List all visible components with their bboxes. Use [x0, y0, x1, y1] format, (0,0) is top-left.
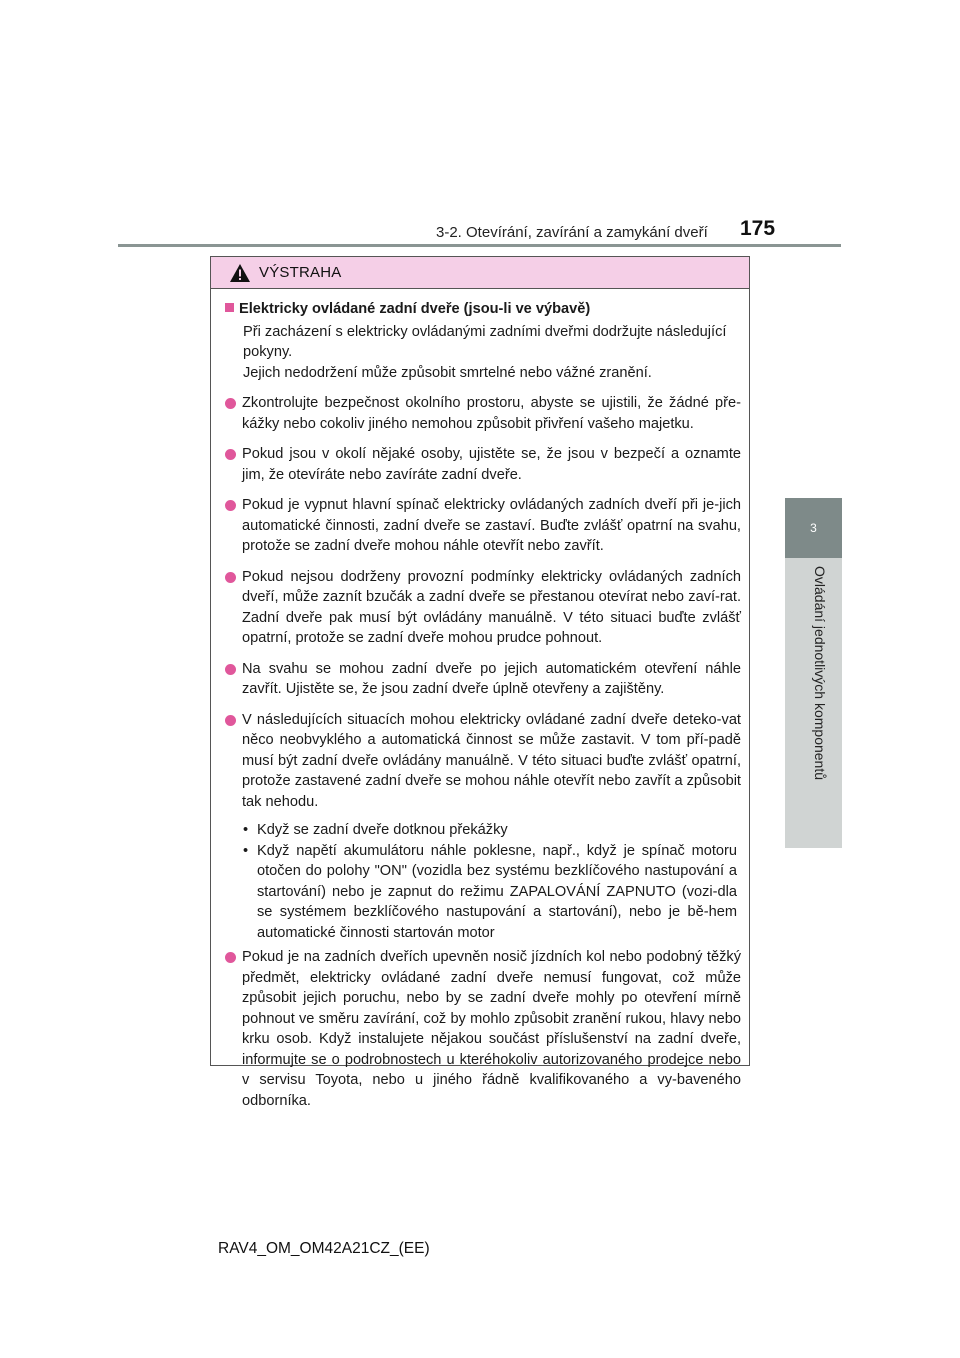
page-number: 175 — [740, 217, 776, 240]
bullet-dot-icon — [225, 500, 236, 511]
sub-bullet: • — [243, 822, 249, 838]
bullet-item — [225, 947, 743, 1111]
section-title — [225, 299, 743, 320]
bullet-dot-icon — [225, 398, 236, 409]
bullet-dot-icon — [225, 664, 236, 675]
section-title-text: Elektricky ovládané zadní dveře (jsou-li ve výbavě) — [239, 301, 591, 317]
warning-box — [210, 256, 750, 1109]
section-square-icon — [225, 303, 234, 312]
bullet-text: Pokud je na zadních dveřích upevněn nosič jízdních kol nebo podobný těžký předmět, elektricky ovládané zadní dveře nemusí fungovat, což může způsobit jejich poruchu, nebo by se zadní dveře mohly po otevření mírně pohnout ve směru zavírání, což by mohlo způsobit zranění rukou, hlavy nebo krku osob. Když instalujete nějakou součást příslušenství na zadní dveře, informujte se o podrobnostech u kteréhokoliv autorizovaného prodejce nebo v servisu Toyota, nebo u jiného řádně kvalifikovaného a vy-baveného odborníka. — [242, 949, 741, 1109]
bullet-item — [225, 710, 743, 813]
bullet-item — [225, 659, 743, 700]
warning-heading: VÝSTRAHA — [259, 264, 342, 281]
bullet-dot-icon — [225, 952, 236, 963]
bullet-text: Pokud nejsou dodrženy provozní podmínky elektricky ovládaných zadních dveří, může zaznít bzučák a zadní dveře se přestanou otevírat nebo zaví-rat. Zadní dveře pak musí být ovládány manuálně. V této situaci buďte zvlášť opatrní, protože se zadní dveře mohou prudce pohnout. — [242, 568, 741, 646]
sub-bullet: • — [243, 842, 249, 859]
intro-paragraph: Při zacházení s elektricky ovládanými zadními dveřmi dodržujte následující pokyny. — [243, 323, 727, 360]
warning-body — [211, 289, 749, 1111]
chapter-title: Ovládání jednotlivých komponentů — [812, 566, 828, 781]
sub-list-text: Když se zadní dveře dotknou překážky — [257, 822, 508, 838]
bullet-item — [225, 495, 743, 557]
bullet-item — [225, 393, 743, 434]
bullet-dot-icon — [225, 572, 236, 583]
bullet-text: Pokud jsou v okolí nějaké osoby, ujistěte se, že jsou v bezpečí a oznamte jim, že otevíráte nebo zavíráte zadní dveře. — [242, 446, 741, 483]
document-code: RAV4_OM_OM42A21CZ_(EE) — [218, 1240, 430, 1257]
bullet-dot-icon — [225, 449, 236, 460]
warning-header — [211, 257, 749, 289]
bullet-text: Pokud je vypnut hlavní spínač elektricky ovládaných zadních dveří při je-jich automatické činnosti, zadní dveře se zastaví. Buďte zvlášť opatrní na svahu, protože se zadní dveře mohou náhle otevřít nebo zavřít. — [242, 497, 741, 554]
bullet-text: Zkontrolujte bezpečnost okolního prostoru, abyste se ujistili, že žádné pře-kážky nebo cokoliv jiného nemohou způsobit přivření vašeho majetku. — [242, 395, 741, 432]
running-header-section: 3-2. Otevírání, zavírání a zamykání dveří — [436, 224, 708, 241]
intro-paragraph-2: Jejich nedodržení může způsobit smrtelné nebo vážné zranění. — [243, 364, 652, 381]
bullet-dot-icon — [225, 715, 236, 726]
chapter-tab — [785, 498, 842, 558]
sub-list-item — [243, 820, 743, 841]
chapter-number: 3 — [810, 521, 817, 535]
sub-list-text: Když napětí akumulátoru náhle poklesne, např., když je spínač motoru otočen do polohy "ON" (vozidla bez systému bezklíčového nastupování a startování) nebo je zapnut do režimu ZAPALOVÁNÍ ZAPNUTO (vozi-dla se systémem bezklíčového nastupování a startování), nebo je bě-hem automatické činnosti startován motor — [257, 842, 737, 941]
bullet-text: V následujících situacích mohou elektricky ovládané zadní dveře deteko-vat něco neobvyklého a automatická činnost se může zastavit. V tom pří-padě musí být zadní dveře ovládány manuálně. V této situaci buďte zvlášť opatrní, protože zastavené zadní dveře se mohou náhle otevřít nebo zavřít a způsobit tak nehodu. — [242, 711, 741, 810]
header-divider — [118, 244, 841, 247]
bullet-item — [225, 567, 743, 649]
sub-list-item — [243, 841, 743, 944]
sub-list — [225, 820, 743, 943]
warning-triangle-icon — [229, 263, 251, 283]
bullet-item — [225, 444, 743, 485]
bullet-text: Na svahu se mohou zadní dveře po jejich automatickém otevření náhle zavřít. Ujistěte se, že jsou zadní dveře úplně otevřeny a zajištěny. — [242, 660, 741, 697]
